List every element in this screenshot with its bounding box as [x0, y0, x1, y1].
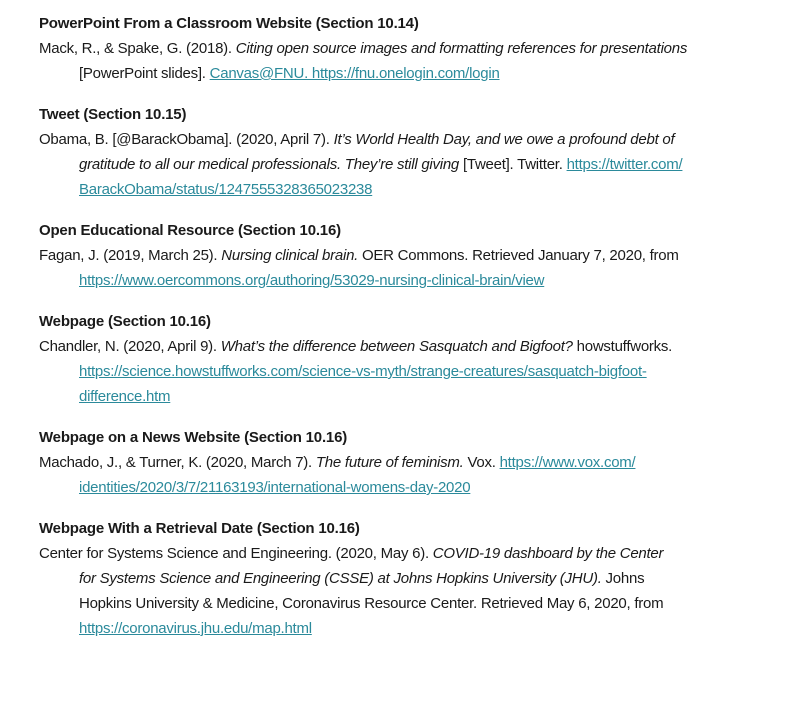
reference-line [39, 243, 687, 268]
reference-line [39, 616, 687, 641]
reference-text: [Tweet]. Twitter. [462, 156, 567, 173]
reference-title: What’s the difference between Sasquatch and Bigfoot? [220, 338, 573, 355]
reference-text: [PowerPoint slides]. [79, 65, 210, 82]
reference-text: Center for Systems Science and Engineering. (2020, May 6). [39, 545, 433, 562]
reference-line [39, 359, 687, 384]
reference-entry [39, 425, 687, 500]
reference-text: Mack, R., & Spake, G. (2018). [39, 40, 236, 57]
reference-entry [39, 516, 687, 641]
reference-title: The future of feminism. [315, 454, 464, 471]
reference-link[interactable]: identities/2020/3/7/21163193/international-womens-day-2020 [79, 479, 471, 496]
section-heading: PowerPoint From a Classroom Website (Section 10.14) [39, 15, 419, 32]
reference-link[interactable]: https://www.oercommons.org/authoring/53029-nursing-clinical-brain/view [79, 272, 545, 289]
reference-link[interactable]: difference.htm [79, 388, 171, 405]
reference-text: Chandler, N. (2020, April 9). [39, 338, 221, 355]
reference-line [39, 268, 687, 293]
reference-text: howstuffworks. [572, 338, 673, 355]
reference-title: Nursing clinical brain. [221, 247, 359, 264]
reference-title: Citing open source images and formatting references for presentations [235, 40, 688, 57]
section-heading: Webpage (Section 10.16) [39, 313, 211, 330]
reference-line [39, 177, 687, 202]
reference-text: Machado, J., & Turner, K. (2020, March 7). [39, 454, 316, 471]
reference-line [39, 450, 687, 475]
reference-line [39, 334, 687, 359]
reference-text: Fagan, J. (2019, March 25). [39, 247, 222, 264]
reference-link[interactable]: Canvas@FNU. https://fnu.onelogin.com/login [209, 65, 500, 82]
reference-link[interactable]: https://coronavirus.jhu.edu/map.html [79, 620, 312, 637]
reference-title: COVID-19 dashboard by the Center [432, 545, 664, 562]
reference-text: Hopkins University & Medicine, Coronavirus Resource Center. Retrieved May 6, 2020, from [79, 595, 664, 612]
section-heading: Tweet (Section 10.15) [39, 106, 187, 123]
reference-line [39, 541, 687, 566]
reference-examples-document [39, 11, 687, 657]
reference-title: It’s World Health Day, and we owe a profound debt of [333, 131, 675, 148]
section-heading: Open Educational Resource (Section 10.16) [39, 222, 341, 239]
reference-text: OER Commons. Retrieved January 7, 2020, from [358, 247, 679, 264]
reference-link[interactable]: https://www.vox.com/ [499, 454, 636, 471]
reference-line [39, 475, 687, 500]
reference-line [39, 591, 687, 616]
reference-link[interactable]: BarackObama/status/1247555328365023238 [79, 181, 373, 198]
reference-line [39, 566, 687, 591]
reference-entry [39, 309, 687, 409]
reference-text: Vox. [463, 454, 500, 471]
reference-title: for Systems Science and Engineering (CSSE) at Johns Hopkins University (JHU). [79, 570, 602, 587]
reference-line [39, 36, 687, 61]
section-heading: Webpage on a News Website (Section 10.16) [39, 429, 348, 446]
reference-entry [39, 11, 687, 86]
reference-text: Johns [601, 570, 645, 587]
reference-link[interactable]: https://science.howstuffworks.com/science-vs-myth/strange-creatures/sasquatch-bigfoot- [79, 363, 647, 380]
reference-line [39, 61, 687, 86]
reference-line [39, 127, 687, 152]
reference-line [39, 384, 687, 409]
reference-text: Obama, B. [@BarackObama]. (2020, April 7). [39, 131, 334, 148]
reference-entry [39, 102, 687, 202]
reference-entry [39, 218, 687, 293]
section-heading: Webpage With a Retrieval Date (Section 10.16) [39, 520, 360, 537]
reference-line [39, 152, 687, 177]
reference-link[interactable]: https://twitter.com/ [566, 156, 683, 173]
reference-title: gratitude to all our medical professionals. They’re still giving [79, 156, 463, 173]
